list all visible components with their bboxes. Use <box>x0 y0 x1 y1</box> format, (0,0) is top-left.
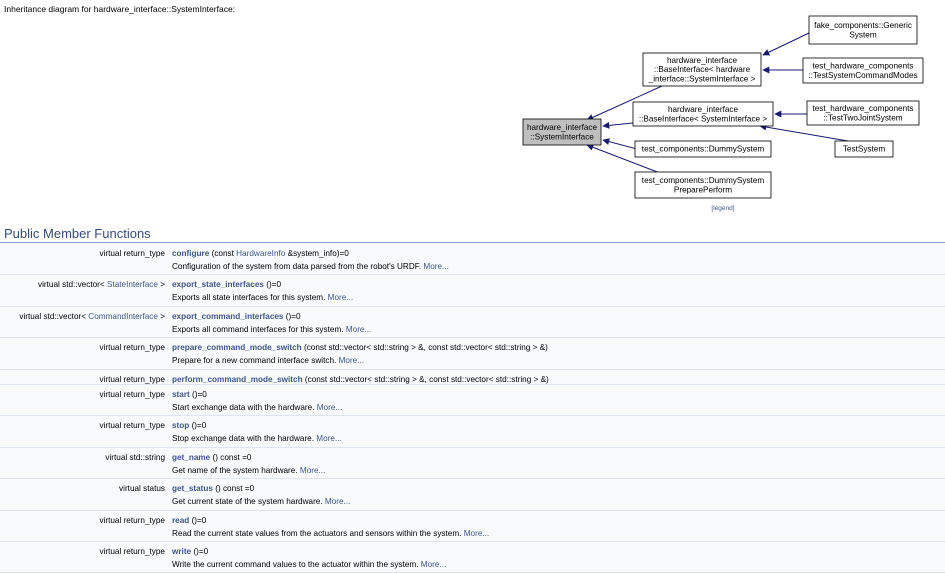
class-node-test_two_joint[interactable] <box>807 101 919 125</box>
member-name-link[interactable]: get_name <box>172 452 211 462</box>
more-link[interactable]: More... <box>420 560 447 570</box>
more-link[interactable]: More... <box>423 262 449 271</box>
more-link[interactable]: More... <box>324 497 351 507</box>
return-type-tail: > <box>157 311 165 321</box>
member-description <box>172 560 446 569</box>
class-node-label: ::SystemInterface <box>530 132 594 142</box>
member-row-export_command_interfaces <box>0 307 945 338</box>
class-node-label: hardware_interface <box>666 55 738 65</box>
member-name-link[interactable]: stop <box>172 421 190 431</box>
class-node-dummy_system_prepare[interactable] <box>635 172 771 198</box>
return-type-text: virtual return_type <box>99 343 165 353</box>
return-type-text: virtual std::string <box>105 452 165 462</box>
return-type <box>19 312 165 321</box>
member-description-text: Prepare for a new command interface switch. <box>172 356 339 366</box>
more-link[interactable]: More... <box>345 324 372 334</box>
member-description <box>172 466 325 475</box>
member-row-export_state_interfaces <box>0 275 945 306</box>
class-node-label: ::BaseInterface< hardware <box>653 65 751 75</box>
return-type <box>99 547 165 556</box>
member-name-link[interactable]: prepare_command_mode_switch <box>172 343 302 353</box>
return-type <box>99 343 165 352</box>
return-type <box>105 453 165 462</box>
member-signature <box>172 421 206 430</box>
return-type-text: virtual return_type <box>99 547 165 557</box>
member-row-write <box>0 542 945 573</box>
member-row-prepare_command_mode_switch <box>0 338 945 369</box>
class-node-fake_generic[interactable] <box>809 16 917 44</box>
member-params: ()=0 <box>191 547 209 557</box>
class-node-label: test_hardware_components <box>812 104 914 113</box>
diagram-caption: Inheritance diagram for hardware_interface::SystemInterface: <box>4 4 236 14</box>
return-type-text: virtual return_type <box>99 390 165 400</box>
class-node-label: ::TestTwoJointSystem <box>823 113 903 123</box>
member-description-text: Stop exchange data with the hardware. <box>172 434 317 444</box>
member-functions-table <box>0 244 945 573</box>
member-name-link[interactable]: read <box>172 515 190 525</box>
edge-dummy_system-to-system_interface <box>603 140 637 149</box>
member-description <box>172 262 449 271</box>
member-description-text: Configuration of the system from data parsed from the robot's URDF. <box>172 262 424 271</box>
member-description-text: Read the current state values from the actuators and sensors within the system. <box>172 528 464 538</box>
member-signature <box>172 547 208 556</box>
more-link[interactable]: More... <box>299 465 326 475</box>
more-link[interactable]: More... <box>463 528 490 538</box>
edge-base_interface_sys-to-system_interface <box>603 123 633 126</box>
member-params: () const =0 <box>210 452 252 462</box>
return-type <box>99 375 165 384</box>
class-node-label: TestSystem <box>842 144 886 154</box>
class-node-label: ::BaseInterface< SystemInterface > <box>638 114 768 124</box>
member-signature <box>172 484 254 493</box>
class-node-label: hardware_interface <box>526 123 598 132</box>
member-description-text: Exports all command interfaces for this system. <box>172 324 346 334</box>
member-params: ()=0 <box>189 515 207 525</box>
member-params: (const std::vector< std::string > &, const std::vector< std::string > &) <box>301 343 548 353</box>
edge-test_system-to-base_interface_sys <box>760 126 848 141</box>
member-description <box>172 403 342 412</box>
member-name-link[interactable]: write <box>172 547 192 557</box>
return-type-link[interactable]: StateInterface <box>106 280 158 290</box>
param-type-link[interactable]: HardwareInfo <box>236 249 286 258</box>
class-node-label: System <box>849 30 877 40</box>
class-node-test_system[interactable] <box>835 141 893 157</box>
member-description-text: Exports all state interfaces for this system. <box>172 293 328 303</box>
member-description-text: Start exchange data with the hardware. <box>172 403 317 413</box>
member-signature <box>172 375 549 384</box>
member-signature <box>172 343 548 352</box>
member-name-link[interactable]: export_state_interfaces <box>172 280 264 290</box>
member-row-perform_command_mode_switch <box>0 370 945 386</box>
member-description <box>172 325 371 334</box>
member-name-link[interactable]: get_status <box>172 484 213 494</box>
class-node-label: ::TestSystemCommandModes <box>808 70 918 80</box>
return-type-text: virtual std::vector< <box>19 311 89 321</box>
member-row-start <box>0 385 945 416</box>
return-type <box>99 516 165 525</box>
member-row-read <box>0 511 945 542</box>
member-signature <box>172 453 251 462</box>
class-node-system_interface <box>523 119 601 145</box>
member-params: (const std::vector< std::string > &, const std::vector< std::string > &) <box>302 374 549 384</box>
member-signature <box>172 390 207 399</box>
return-type <box>99 421 165 430</box>
class-node-label: test_hardware_components <box>812 61 914 71</box>
member-name-link[interactable]: perform_command_mode_switch <box>172 374 303 384</box>
section-title: Public Member Functions <box>4 226 151 241</box>
member-params: (const <box>209 249 237 258</box>
member-name-link[interactable]: start <box>172 390 190 400</box>
class-node-label: test_components::DummySystem <box>641 144 765 154</box>
member-row-stop <box>0 416 945 447</box>
member-row-get_status <box>0 479 945 510</box>
return-type-text: virtual return_type <box>99 515 165 525</box>
member-row-get_name <box>0 448 945 479</box>
edge-fake_generic-to-base_interface_hw <box>763 33 809 55</box>
member-description <box>172 356 364 365</box>
return-type <box>38 280 165 289</box>
member-description-text: Get name of the system hardware. <box>172 465 300 475</box>
member-params-tail: &system_info)=0 <box>285 249 349 258</box>
return-type-tail: > <box>157 280 165 290</box>
class-node-label: _interface::SystemInterface > <box>648 74 756 84</box>
member-signature <box>172 280 281 289</box>
return-type-text: virtual status <box>119 484 165 494</box>
member-params: ()=0 <box>189 421 207 431</box>
member-description <box>172 497 350 506</box>
member-name-link[interactable]: export_command_interfaces <box>172 311 284 321</box>
member-description <box>172 293 353 302</box>
inheritance-diagram <box>0 0 945 220</box>
member-description-text: Write the current command values to the actuator within the system. <box>172 560 421 570</box>
member-params: ()=0 <box>283 311 301 321</box>
return-type <box>99 390 165 399</box>
return-type-text: virtual return_type <box>99 421 165 431</box>
return-type-text: virtual std::vector< <box>38 280 107 290</box>
member-params: ()=0 <box>263 280 282 290</box>
return-type-text: virtual return_type <box>99 249 165 258</box>
member-description <box>172 434 342 443</box>
class-node-dummy_system[interactable] <box>635 141 771 157</box>
diagram-legend-link[interactable]: [legend] <box>711 205 735 212</box>
member-name-link[interactable]: configure <box>172 249 210 258</box>
class-node-label: hardware_interface <box>667 105 739 114</box>
member-params: () const =0 <box>212 484 255 494</box>
member-description-text: Get current state of the system hardware. <box>172 497 325 507</box>
class-node-label: fake_components::Generic <box>814 21 912 30</box>
return-type <box>119 484 165 493</box>
more-link[interactable]: More... <box>316 403 343 413</box>
member-row-configure <box>0 244 945 275</box>
class-node-label: test_components::DummySystem <box>641 176 765 185</box>
return-type-link[interactable]: CommandInterface <box>88 311 158 321</box>
member-signature <box>172 312 301 321</box>
member-signature <box>172 516 206 525</box>
class-node-base_interface_hw[interactable] <box>643 53 761 86</box>
return-type <box>99 249 165 258</box>
class-node-test_cmd_modes[interactable] <box>803 58 923 83</box>
return-type-text: virtual return_type <box>99 374 165 384</box>
member-params: ()=0 <box>189 390 207 400</box>
more-link[interactable]: More... <box>338 356 365 366</box>
section-divider <box>0 242 945 243</box>
class-node-base_interface_sys[interactable] <box>633 102 773 126</box>
member-signature <box>172 249 349 258</box>
member-description <box>172 529 489 538</box>
more-link[interactable]: More... <box>316 434 342 444</box>
more-link[interactable]: More... <box>327 293 354 303</box>
class-node-label: PreparePerform <box>673 185 733 195</box>
